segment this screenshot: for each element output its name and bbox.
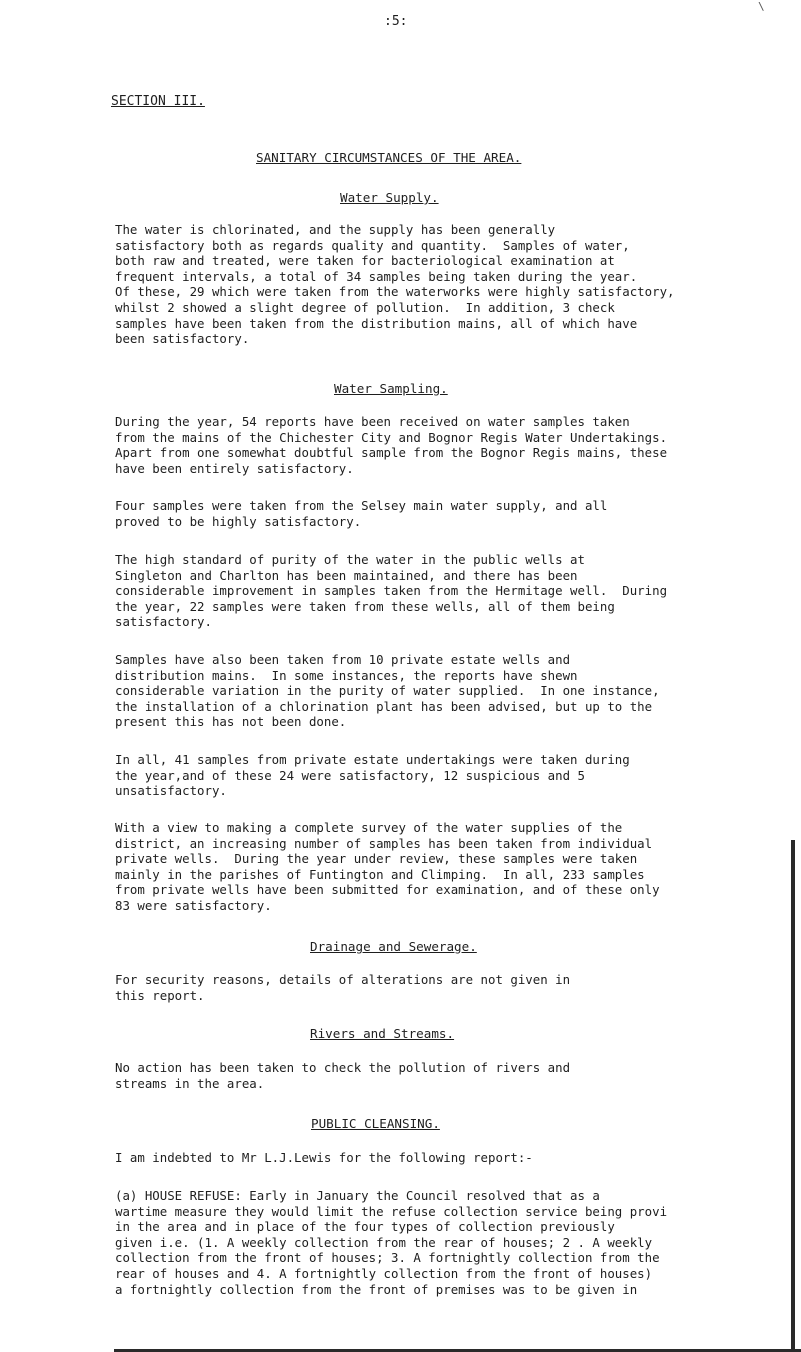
chapter-title: SANITARY CIRCUMSTANCES OF THE AREA.: [256, 150, 522, 165]
page-number: :5:: [384, 14, 408, 29]
water-sampling-paragraph-6: With a view to making a complete survey of the water supplies of the district, an increasing number of samples has been taken from individual private wells. During the year under review, these samples were taken mainly in the parishes of Funtington and Climping. In all, 233 samples from private wells have been submitted for examination, and of these only 83 were satisfactory.: [115, 820, 660, 913]
house-refuse-paragraph: (a) HOUSE REFUSE: Early in January the Council resolved that as a wartime measure they would limit the refuse collection service being provi in the area and in place of the four types of collection previously given i.e. (1. A weekly collection from the rear of houses; 2 . A weekly collection from the front of houses; 3. A fortnightly collection from the rear of houses and 4. A fortnightly collection from the front of houses) a fortnightly collection from the front of premises was to be given in: [115, 1188, 668, 1297]
public-cleansing-heading: PUBLIC CLEANSING.: [311, 1116, 440, 1131]
water-supply-heading: Water Supply.: [340, 190, 439, 205]
public-cleansing-intro: I am indebted to Mr L.J.Lewis for the following report:-: [115, 1150, 533, 1165]
section-title: SECTION III.: [111, 94, 205, 109]
water-sampling-paragraph-4: Samples have also been taken from 10 private estate wells and distribution mains. In some instances, the reports have shewn considerable variation in the purity of water supplied. In one instance, the installation of a chlorination plant has been advised, but up to the present this has not been done.: [115, 652, 660, 730]
water-supply-paragraph: The water is chlorinated, and the supply has been generally satisfactory both as regards quality and quantity. Samples of water, both raw and treated, were taken for bacteriological examination at frequent intervals, a total of 34 samples being taken during the year. Of these, 29 which were taken from the waterworks were highly satisfactory, whilst 2 showed a slight degree of pollution. In addition, 3 check samples have been taken from the distribution mains, all of which have been satisfactory.: [115, 222, 675, 347]
water-sampling-paragraph-1: During the year, 54 reports have been received on water samples taken from the mains of the Chichester City and Bognor Regis Water Undertakings. Apart from one somewhat doubtful sample from the Bognor Regis mains, these have been entirely satisfactory.: [115, 414, 668, 476]
drainage-paragraph: For security reasons, details of alterations are not given in this report.: [115, 972, 571, 1003]
water-sampling-paragraph-5: In all, 41 samples from private estate undertakings were taken during the year,and of these 24 were satisfactory, 12 suspicious and 5 unsatisfactory.: [115, 752, 630, 799]
corner-mark: \: [758, 0, 765, 13]
water-sampling-heading: Water Sampling.: [334, 381, 448, 396]
rivers-paragraph: No action has been taken to check the pollution of rivers and streams in the area.: [115, 1060, 571, 1091]
water-sampling-paragraph-2: Four samples were taken from the Selsey main water supply, and all proved to be highly satisfactory.: [115, 498, 608, 529]
page-edge-rule: [791, 840, 795, 1352]
rivers-heading: Rivers and Streams.: [310, 1026, 455, 1041]
drainage-heading: Drainage and Sewerage.: [310, 939, 477, 954]
water-sampling-paragraph-3: The high standard of purity of the water in the public wells at Singleton and Charlton has been maintained, and there has been considerable improvement in samples taken from the Hermitage well. During the year, 22 samples were taken from these wells, all of them being satisfactory.: [115, 552, 668, 630]
